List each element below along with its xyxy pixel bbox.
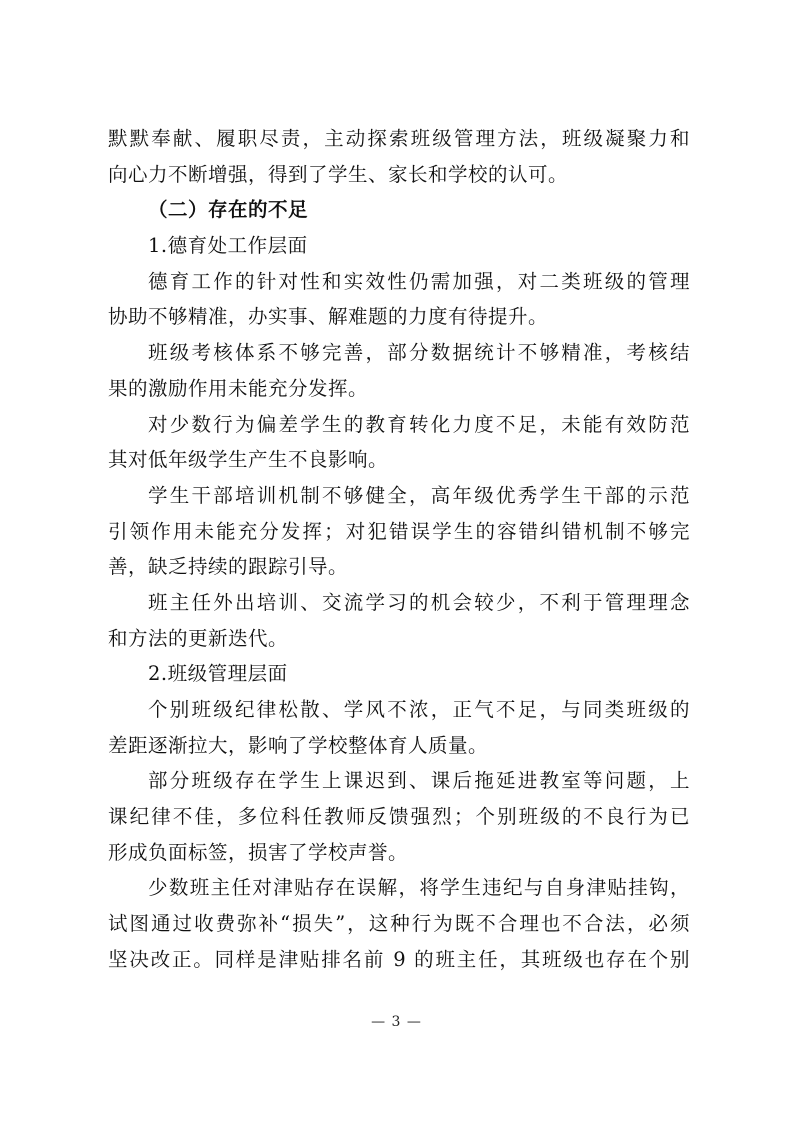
paragraph-line: 对少数行为偏差学生的教育转化力度不足，未能有效防范	[148, 412, 690, 436]
paragraph-line: 和方法的更新迭代。	[108, 626, 289, 650]
subsection-heading: 1.德育处工作层面	[148, 234, 308, 258]
paragraph-line: 部分班级存在学生上课迟到、课后拖延进教室等问题，上	[148, 769, 690, 793]
paragraph-line: 班主任外出培训、交流学习的机会较少，不利于管理理念	[148, 590, 690, 614]
subsection-heading: 2.班级管理层面	[148, 662, 288, 686]
paragraph-line: 引领作用未能充分发挥；对犯错误学生的容错纠错机制不够完	[108, 519, 690, 543]
paragraph-line: 课纪律不佳，多位科任教师反馈强烈；个别班级的不良行为已	[108, 805, 690, 829]
paragraph-line: 德育工作的针对性和实效性仍需加强，对二类班级的管理	[148, 269, 690, 293]
paragraph-line: 向心力不断增强，得到了学生、家长和学校的认可。	[108, 162, 569, 186]
paragraph-line: 坚决改正。同样是津贴排名前 9 的班主任，其班级也存在个别	[108, 947, 690, 971]
paragraph-line: 个别班级纪律松散、学风不浓，正气不足，与同类班级的	[148, 698, 690, 721]
paragraph-line: 试图通过收费弥补“损失”，这种行为既不合理也不合法，必须	[108, 912, 690, 936]
paragraph-line: 其对低年级学生产生不良影响。	[108, 448, 389, 472]
paragraph-line: 形成负面标签，损害了学校声誉。	[108, 840, 409, 864]
paragraph-line: 善，缺乏持续的跟踪引导。	[108, 555, 349, 579]
paragraph-line: 果的激励作用未能充分发挥。	[108, 376, 369, 400]
paragraph-line: 少数班主任对津贴存在误解，将学生违纪与自身津贴挂钩，	[148, 876, 690, 900]
paragraph-line: 差距逐渐拉大，影响了学校整体育人质量。	[108, 733, 489, 757]
paragraph-line: 默默奉献、履职尽责，主动探索班级管理方法，班级凝聚力和	[108, 127, 690, 150]
page-number: — 3 —	[371, 1014, 422, 1030]
body-text	[108, 121, 690, 978]
paragraph-line: 班级考核体系不够完善，部分数据统计不够精准，考核结	[148, 341, 690, 365]
paragraph-line: 协助不够精准，办实事、解难题的力度有待提升。	[108, 305, 549, 329]
section-heading: （二）存在的不足	[148, 198, 309, 222]
paragraph-line: 学生干部培训机制不够健全，高年级优秀学生干部的示范	[148, 483, 690, 507]
